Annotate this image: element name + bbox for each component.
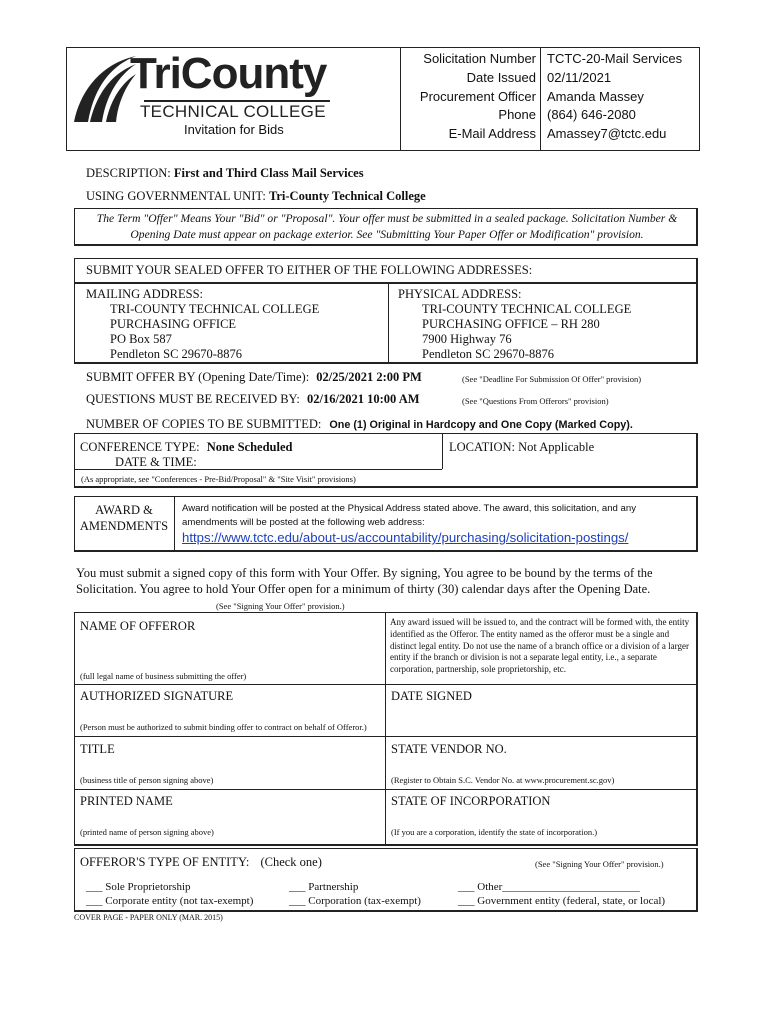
- physical-label: PHYSICAL ADDRESS:: [398, 287, 522, 301]
- award-label: [76, 502, 172, 534]
- award-label-line2: AMENDMENTS: [79, 519, 169, 533]
- entity-heading: [80, 855, 322, 870]
- conference-type-label: CONFERENCE TYPE:: [80, 440, 200, 454]
- offer-deadline: [86, 370, 422, 385]
- incorporation-note: (If you are a corporation, identify the state of incorporation.): [391, 827, 598, 837]
- conference-type-value: None Scheduled: [206, 440, 293, 454]
- offeror-row-rule: [74, 684, 698, 685]
- label-phone: Phone: [498, 107, 536, 123]
- unit-line: [86, 189, 426, 204]
- physical-line: PURCHASING OFFICE – RH 280: [422, 317, 600, 331]
- offer-deadline-label: SUBMIT OFFER BY (Opening Date/Time):: [86, 370, 310, 384]
- value-solicitation-number: TCTC-20-Mail Services: [547, 51, 683, 66]
- award-text: Award notification will be posted at the Physical Address stated above. The award, this solicitation, and any amendments will be posted at the following web address:: [182, 503, 637, 528]
- offer-note: The Term "Offer" Means Your "Bid" or "Proposal". Your offer must be submitted in a sealed package. Solicitation Number & Opening Date must appear on package exterior. See "Submitting Your Paper Offer or Modification" provision.: [96, 212, 678, 241]
- college-logo: [70, 49, 334, 124]
- date-signed-label: DATE SIGNED: [391, 689, 472, 703]
- mailing-line: TRI-COUNTY TECHNICAL COLLEGE: [110, 302, 320, 316]
- submit-heading-rule: [74, 282, 698, 284]
- conference-note: (As appropriate, see "Conferences - Pre-Bid/Proposal" & "Site Visit" provisions): [81, 474, 356, 484]
- value-date-issued: 02/11/2021: [547, 69, 612, 85]
- title-label: TITLE: [80, 742, 115, 756]
- mailing-line: PURCHASING OFFICE: [110, 317, 237, 331]
- entity-option-corporate[interactable]: ___ Corporate entity (not tax-exempt): [86, 895, 254, 907]
- offeror-row-rule: [74, 789, 698, 790]
- copies-line: [86, 415, 633, 433]
- questions-deadline-value: 02/16/2021 10:00 AM: [307, 392, 420, 406]
- description-line: [86, 166, 364, 181]
- label-date-issued: Date Issued: [466, 69, 536, 85]
- questions-deadline: [86, 392, 420, 407]
- title-note: (business title of person signing above): [80, 775, 214, 785]
- value-email: Amassey7@tctc.edu: [547, 126, 667, 142]
- incorporation-label: STATE OF INCORPORATION: [391, 794, 551, 808]
- signature-label: AUTHORIZED SIGNATURE: [80, 689, 234, 703]
- mailing-line: Pendleton SC 29670-8876: [110, 347, 242, 361]
- offeror-name-label: NAME OF OFFEROR: [80, 619, 196, 633]
- vendor-no-note: (Register to Obtain S.C. Vendor No. at www.procurement.sc.gov): [391, 775, 615, 785]
- mailing-label: MAILING ADDRESS:: [86, 287, 204, 301]
- mailing-line: PO Box 587: [110, 332, 172, 346]
- description-label: DESCRIPTION:: [86, 166, 171, 180]
- entity-note: (See "Signing Your Offer" provision.): [535, 859, 664, 869]
- award-label-line1: AWARD &: [95, 503, 153, 517]
- entity-option-sole-proprietorship[interactable]: ___ Sole Proprietorship: [86, 881, 191, 893]
- offeror-col-divider: [385, 612, 386, 846]
- entity-options-col1: [86, 880, 253, 908]
- label-solicitation-number: Solicitation Number: [423, 51, 536, 66]
- signing-text: You must submit a signed copy of this form with Your Offer. By signing, You agree to be bound by the terms of the Solicitation. You agree to hold Your Offer open for a minimum of thirty (30) calendar days after the Opening Date.: [76, 566, 653, 596]
- conference-location-label: LOCATION:: [449, 440, 515, 454]
- printed-name-label: PRINTED NAME: [80, 794, 173, 808]
- header-divider-2: [540, 47, 541, 151]
- offer-deadline-note: (See "Deadline For Submission Of Offer" provision): [462, 374, 642, 384]
- label-email: E-Mail Address: [448, 126, 536, 142]
- entity-option-partnership[interactable]: ___ Partnership: [289, 881, 359, 893]
- entity-label: OFFEROR'S TYPE OF ENTITY:: [80, 855, 250, 869]
- unit-label: USING GOVERNMENTAL UNIT:: [86, 189, 266, 203]
- entity-check: (Check one): [260, 855, 322, 869]
- signing-note: (See "Signing Your Offer" provision.): [216, 601, 345, 611]
- submit-col-divider: [388, 284, 389, 364]
- logo-text-sub: TECHNICAL COLLEGE: [140, 102, 326, 121]
- mailing-address: [86, 287, 319, 362]
- description-value: First and Third Class Mail Services: [173, 166, 364, 180]
- conference-divider: [442, 433, 443, 469]
- conference-location-value: Not Applicable: [518, 440, 595, 454]
- conference-datetime-label: DATE & TIME:: [115, 455, 197, 469]
- entity-option-government[interactable]: ___ Government entity (federal, state, or local): [458, 895, 666, 907]
- physical-line: 7900 Highway 76: [422, 332, 512, 346]
- value-procurement-officer: Amanda Massey: [547, 88, 644, 104]
- vendor-no-label: STATE VENDOR NO.: [391, 742, 507, 756]
- questions-deadline-note: (See "Questions From Offerors" provision): [462, 396, 609, 406]
- award-link[interactable]: https://www.tctc.edu/about-us/accountability/purchasing/solicitation-postings/: [182, 530, 629, 545]
- signature-note: (Person must be authorized to submit binding offer to contract on behalf of Offeror.): [80, 722, 367, 732]
- entity-option-corporation-tax-exempt[interactable]: ___ Corporation (tax-exempt): [289, 895, 421, 907]
- entity-options-col2: [289, 880, 421, 908]
- offeror-name-note: (full legal name of business submitting the offer): [80, 671, 247, 681]
- offeror-award-text: Any award issued will be issued to, and the contract will be formed with, the entity identified as the Offeror. The entity named as the offeror must be a single and distinct legal entity. Do not use the name of a branch office or a division of a larger entity if the branch or division is not a separate legal entity, i.e., a separate corporation, partnership, sole proprietorship, etc.: [390, 617, 690, 675]
- offer-deadline-value: 02/25/2021 2:00 PM: [316, 370, 422, 384]
- header-info-labels: [402, 50, 536, 144]
- conference-type: [80, 440, 292, 455]
- questions-deadline-label: QUESTIONS MUST BE RECEIVED BY:: [86, 392, 300, 406]
- label-procurement-officer: Procurement Officer: [419, 88, 536, 104]
- conference-location: [449, 440, 594, 455]
- header-info-values: [547, 50, 697, 144]
- entity-options-col3: [458, 880, 665, 908]
- submit-heading: SUBMIT YOUR SEALED OFFER TO EITHER OF THE FOLLOWING ADDRESSES:: [86, 263, 533, 277]
- copies-value: One (1) Original in Hardcopy and One Copy (Marked Copy).: [329, 419, 633, 431]
- physical-line: Pendleton SC 29670-8876: [422, 347, 554, 361]
- doc-type: Invitation for Bids: [184, 122, 284, 137]
- printed-name-note: (printed name of person signing above): [80, 827, 214, 837]
- physical-line: TRI-COUNTY TECHNICAL COLLEGE: [422, 302, 632, 316]
- award-divider: [174, 496, 175, 552]
- value-phone: (864) 646-2080: [547, 107, 636, 123]
- unit-value: Tri-County Technical College: [268, 189, 426, 203]
- offeror-row-rule: [74, 736, 698, 737]
- header-divider: [400, 47, 401, 151]
- logo-text-main: TriCounty: [130, 49, 327, 98]
- entity-option-other[interactable]: ___ Other_________________________: [458, 881, 640, 893]
- physical-address: [398, 287, 631, 362]
- copies-label: NUMBER OF COPIES TO BE SUBMITTED:: [86, 417, 322, 431]
- footer-text: COVER PAGE - PAPER ONLY (MAR. 2015): [74, 913, 223, 922]
